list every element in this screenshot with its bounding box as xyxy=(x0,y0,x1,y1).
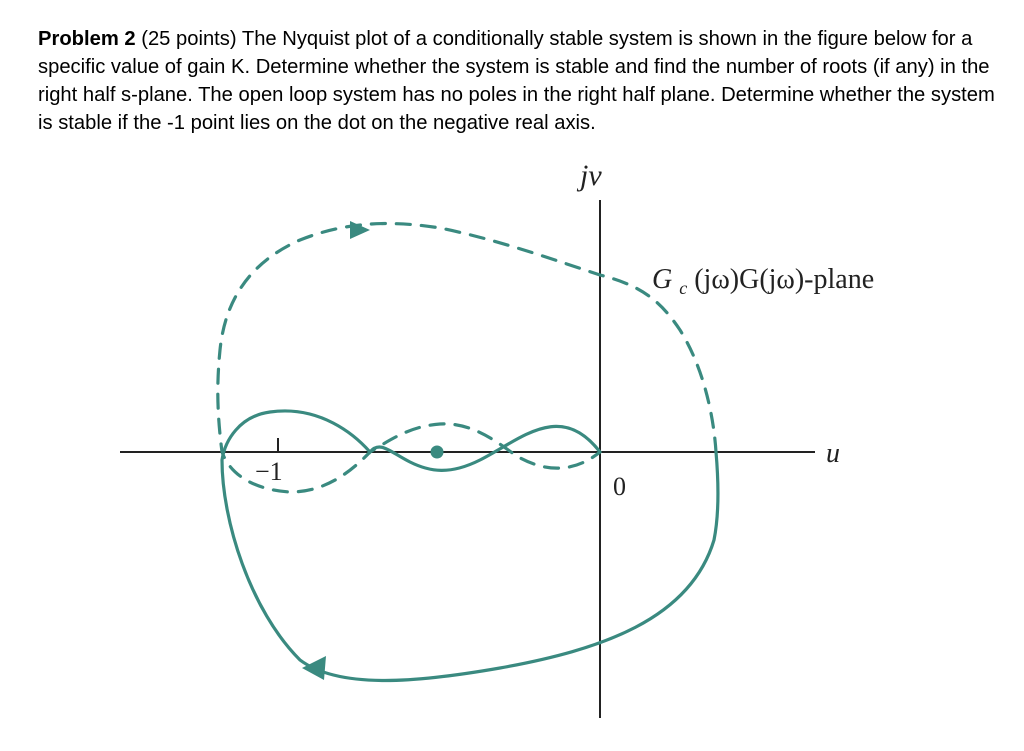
minus-one-label: −1 xyxy=(255,457,283,486)
plane-label-sub: c xyxy=(679,278,688,298)
critical-point-dot xyxy=(431,446,444,459)
plane-label xyxy=(652,264,874,301)
plane-label-g: G xyxy=(652,264,673,295)
origin-label: 0 xyxy=(613,472,626,501)
imag-axis-label: jv xyxy=(580,159,602,192)
bottom-arrow-icon xyxy=(302,656,326,680)
plane-label-rest: (jω)G(jω)-plane xyxy=(694,264,875,295)
problem-points: (25 points) xyxy=(141,28,237,50)
problem-body: The Nyquist plot of a conditionally stable system is shown in the figure below for a specific value of gain K. Determine whether the system is stable and find the number of roots (if any) in the right half s-plane. The open loop system has no poles in the right half plane. Determine whether the system is stable if the -1 point lies on the dot on the negative real axis. xyxy=(38,28,995,134)
real-axis-label: u xyxy=(826,438,840,469)
problem-heading: Problem 2 xyxy=(38,28,136,50)
